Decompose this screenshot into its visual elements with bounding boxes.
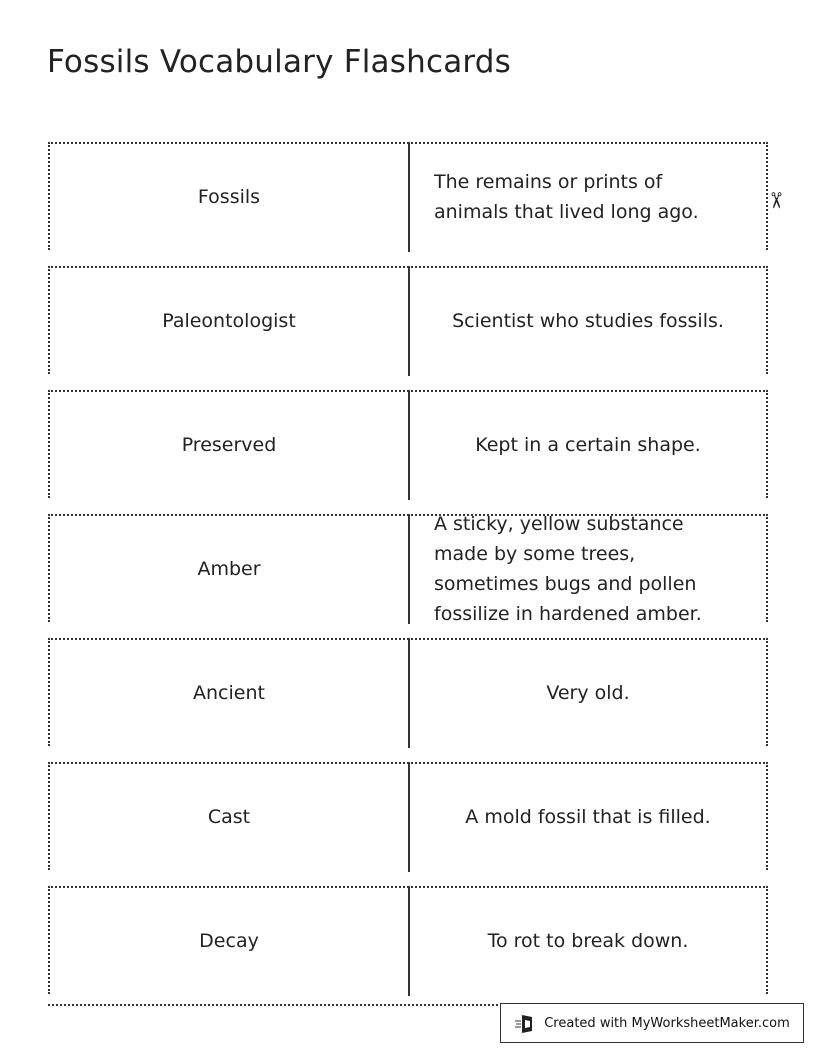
scissors-icon: ✂	[762, 191, 788, 210]
page-title: Fossils Vocabulary Flashcards	[47, 44, 512, 80]
flashcard-term: Ancient	[193, 682, 265, 704]
flashcard-definition: A mold fossil that is filled.	[465, 806, 711, 828]
flashcard-term: Paleontologist	[162, 310, 296, 332]
flashcard-definition: Very old.	[546, 682, 630, 704]
flashcard-term: Preserved	[181, 434, 277, 456]
flashcard-definition: To rot to break down.	[487, 930, 689, 952]
flashcard-definition: A sticky, yellow substance made by some trees, sometimes bugs and pollen fossilize in hardened amber.	[434, 513, 702, 625]
flashcard-definition: Kept in a certain shape.	[475, 434, 701, 456]
worksheet-maker-logo-icon	[514, 1012, 536, 1034]
cut-line	[48, 1004, 502, 1006]
footer-credit[interactable]	[500, 1003, 804, 1043]
flashcard	[48, 762, 768, 870]
flashcard	[48, 886, 768, 994]
flashcard	[48, 266, 768, 374]
flashcard-list	[48, 142, 768, 1010]
flashcard-definition: Scientist who studies fossils.	[452, 310, 724, 332]
flashcard	[48, 390, 768, 498]
flashcard-term: Decay	[199, 930, 259, 952]
flashcard-term: Amber	[197, 558, 261, 580]
flashcard-definition: The remains or prints of animals that lived long ago.	[434, 171, 699, 223]
flashcard	[48, 638, 768, 746]
flashcard	[48, 513, 768, 625]
flashcard	[48, 142, 768, 250]
footer-text: Created with MyWorksheetMaker.com	[544, 1015, 790, 1031]
flashcard-term: Cast	[207, 806, 251, 828]
flashcard-term: Fossils	[197, 186, 261, 208]
